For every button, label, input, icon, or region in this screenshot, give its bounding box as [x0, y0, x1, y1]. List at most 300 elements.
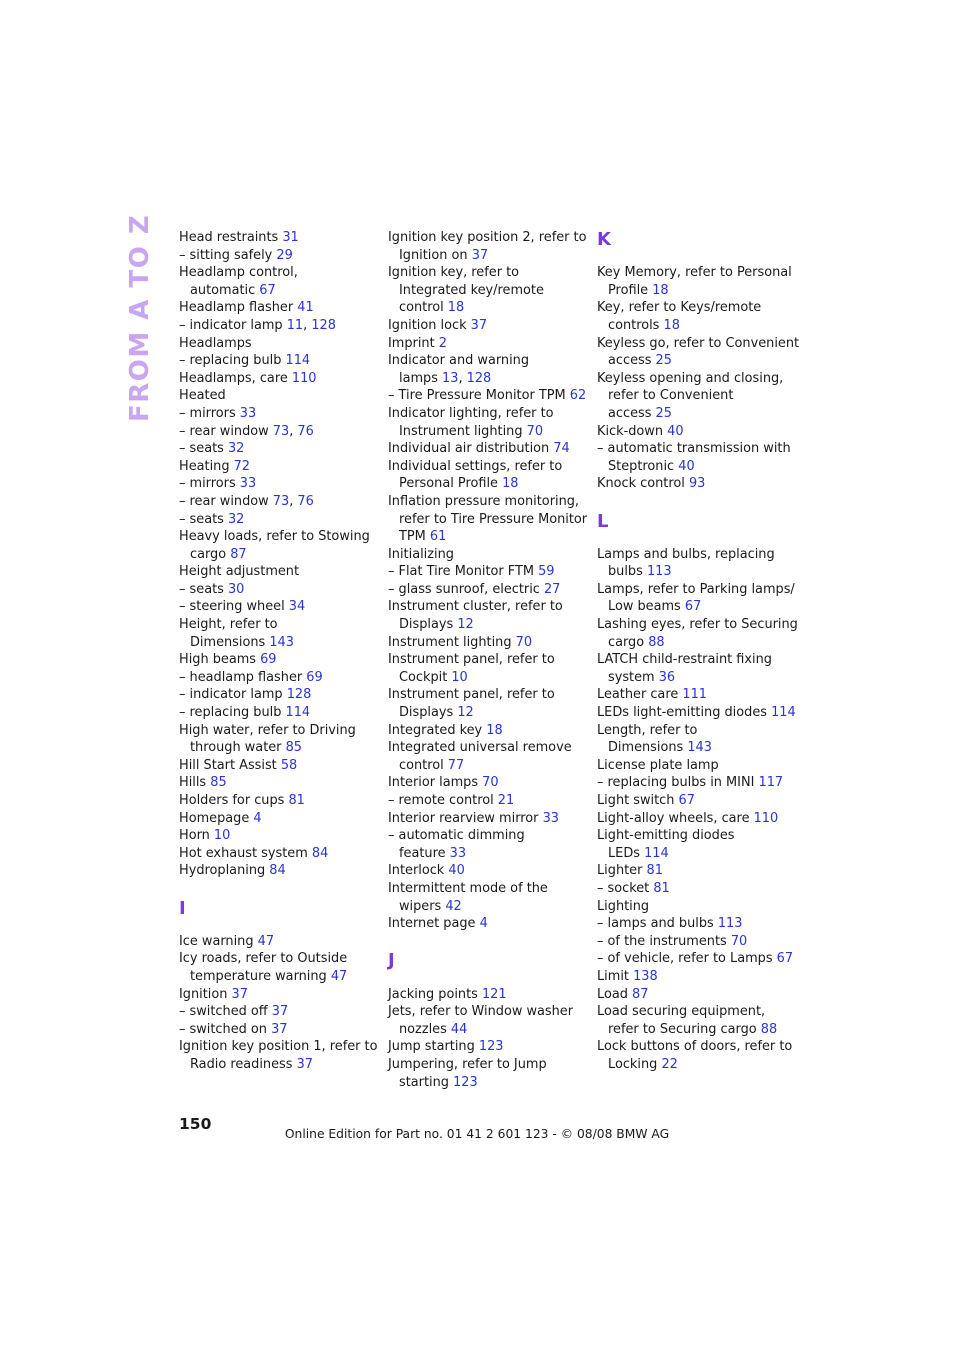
index-entry	[388, 247, 584, 265]
index-entry	[179, 634, 375, 652]
index-entry	[179, 475, 375, 493]
index-entry	[388, 880, 584, 898]
index-entry	[597, 370, 793, 388]
index-entry	[179, 862, 375, 880]
page-reference-link[interactable]: 114	[771, 705, 796, 721]
page-reference-link[interactable]: 88	[760, 1021, 778, 1037]
page-reference-link[interactable]: 67	[259, 282, 276, 298]
index-entry	[388, 669, 584, 687]
page-reference-link[interactable]: 70	[730, 933, 748, 949]
page-reference-link[interactable]: 143	[687, 740, 712, 756]
index-entry-text: Light switch	[597, 793, 679, 808]
page-reference-link[interactable]: 29	[276, 247, 293, 263]
index-entry-text: Lighter	[597, 863, 647, 879]
page-reference-link[interactable]: 33	[239, 476, 257, 492]
index-entry	[388, 774, 584, 792]
index-entry-text: Hills	[179, 775, 211, 791]
index-entry	[597, 264, 793, 282]
index-entry	[179, 405, 375, 423]
index-entry	[179, 968, 375, 986]
page-reference-link[interactable]: 30	[227, 581, 245, 597]
index-entry	[179, 1003, 375, 1021]
index-entry	[597, 299, 793, 317]
index-entry	[388, 704, 584, 722]
index-entry-text: – lamps and bulbs	[597, 916, 718, 932]
page-reference-link[interactable]: 113	[717, 916, 743, 932]
index-entry-text: High water, refer to Driving	[179, 722, 356, 738]
index-entry-text: feature	[399, 845, 450, 861]
index-entry-text: Lamps and bulbs, replacing	[597, 546, 775, 562]
page-reference-link[interactable]: 74	[553, 441, 570, 457]
index-entry-text: – socket	[597, 880, 654, 896]
index-entry-text: Cockpit	[399, 669, 452, 685]
page-reference-link[interactable]: 40	[678, 458, 695, 474]
index-entry	[597, 827, 793, 845]
page-reference-link[interactable]: 41	[297, 300, 314, 316]
page-reference-link[interactable]: 138	[633, 968, 658, 984]
index-entry	[597, 862, 793, 880]
index-entry	[179, 810, 375, 828]
index-entry	[388, 1021, 584, 1039]
index-entry-text: Heating	[179, 458, 234, 474]
index-entry	[597, 317, 793, 335]
page-reference-link[interactable]: 27	[543, 581, 561, 597]
index-entry-text: – mirrors	[179, 405, 240, 421]
page-reference-link[interactable]: 114	[644, 845, 669, 861]
index-entry	[597, 616, 798, 634]
index-entry-text: Light-emitting diodes	[597, 828, 735, 844]
index-entry	[388, 739, 584, 757]
index-entry	[597, 950, 793, 968]
index-entry	[179, 757, 375, 775]
index-entry-text: Lashing eyes, refer to Securing	[597, 617, 798, 633]
index-entry-text: starting	[399, 1074, 454, 1090]
index-entry-text: Hot exhaust system	[179, 845, 312, 861]
index-entry	[388, 1003, 584, 1021]
index-entry	[388, 1056, 584, 1074]
index-entry-text: Internet page	[388, 916, 480, 932]
index-entry-text: Initializing	[388, 546, 454, 562]
page-reference-link[interactable]: 84	[269, 863, 286, 879]
index-entry-text: cargo	[190, 546, 231, 562]
index-entry-text: Load securing equipment,	[597, 1004, 766, 1020]
page-reference-link[interactable]: 113	[646, 564, 672, 580]
index-entry-text: Leather care	[597, 687, 683, 703]
page-reference-link[interactable]: 13	[442, 370, 459, 386]
index-entry-text: Jump starting	[388, 1039, 479, 1055]
index-entry-text: Load	[597, 986, 633, 1002]
index-entry	[179, 598, 375, 616]
index-entry-text: Integrated key	[388, 722, 487, 738]
index-entry-text: Headlamp flasher	[179, 300, 298, 316]
index-entry-text: Inflation pressure monitoring,	[388, 493, 580, 509]
page-reference-link[interactable]: 67	[678, 793, 695, 808]
index-entry-text: refer to Securing cargo	[608, 1021, 761, 1037]
index-entry-text: Displays	[399, 705, 458, 721]
section-gap	[597, 493, 793, 511]
index-entry-text: – replacing bulb	[179, 353, 286, 369]
index-entry	[179, 845, 375, 863]
page-reference-link[interactable]: 37	[271, 1021, 288, 1037]
index-entry	[388, 475, 584, 493]
index-entry	[597, 880, 793, 898]
index-entry	[388, 686, 584, 704]
page-reference-link[interactable]: 81	[646, 863, 663, 879]
index-entry	[179, 387, 375, 405]
page-reference-link[interactable]: 76	[297, 493, 314, 509]
page-reference-link[interactable]: 59	[538, 564, 555, 580]
page-reference-link[interactable]: 58	[280, 757, 298, 773]
page-reference-link[interactable]: 4	[479, 916, 488, 932]
index-entry-text: Instrument cluster, refer to	[388, 599, 563, 615]
index-entry	[388, 598, 584, 616]
index-entry-text: Key Memory, refer to Personal	[597, 265, 792, 281]
index-entry-text: wipers	[399, 898, 446, 914]
index-entry	[597, 546, 793, 564]
index-entry	[388, 511, 588, 529]
index-entry-text: – Tire Pressure Monitor TPM	[388, 388, 570, 404]
side-title-text: FROM A TO Z	[125, 213, 155, 422]
page-reference-link[interactable]: 117	[758, 775, 784, 791]
page-reference-link[interactable]: 40	[667, 423, 684, 439]
page-reference-link[interactable]: 128	[311, 317, 336, 333]
index-entry	[388, 563, 584, 581]
page-reference-link[interactable]: 11	[286, 317, 304, 333]
page-reference-link[interactable]: 22	[661, 1056, 678, 1072]
index-entry	[179, 1056, 375, 1074]
index-entry	[179, 950, 375, 968]
page-reference-link[interactable]: 73	[272, 493, 290, 509]
index-entry-text: Headlamp control,	[179, 265, 298, 281]
index-letter-heading: I	[179, 897, 186, 919]
section-gap	[388, 933, 584, 951]
index-letter-heading: J	[388, 950, 395, 972]
page-reference-link[interactable]: 12	[457, 705, 474, 721]
section-gap	[179, 880, 375, 898]
index-entry	[388, 528, 584, 546]
page-reference-link[interactable]: 110	[291, 370, 317, 386]
page-reference-link[interactable]: 93	[688, 476, 706, 492]
index-entry	[179, 581, 375, 599]
index-entry	[388, 387, 587, 405]
index-entry-text: – headlamp flasher	[179, 669, 307, 685]
index-entry	[388, 915, 584, 933]
page-reference-link[interactable]: 85	[285, 740, 302, 756]
index-entry-text: – remote control	[388, 793, 498, 808]
index-entry	[597, 387, 793, 405]
index-entry	[388, 616, 584, 634]
index-entry-text: Interior rearview mirror	[388, 810, 543, 826]
index-entry-text: Key, refer to Keys/remote	[597, 300, 762, 316]
page-reference-link[interactable]: 72	[233, 458, 251, 474]
index-entry-text: control	[399, 757, 448, 773]
index-entry-text: Height adjustment	[179, 564, 300, 580]
index-entry	[388, 229, 587, 247]
index-entry-text: Locking	[608, 1056, 662, 1072]
page-reference-link[interactable]: 25	[655, 353, 672, 369]
index-entry-text: LEDs light-emitting diodes	[597, 705, 772, 721]
index-entry	[388, 810, 584, 828]
index-entry-text: – mirrors	[179, 476, 240, 492]
index-entry-text: Length, refer to	[597, 722, 698, 738]
index-column-3	[597, 229, 800, 1074]
index-entry	[179, 669, 375, 687]
index-entry	[388, 634, 584, 652]
index-entry	[179, 282, 375, 300]
index-entry-text: – switched on	[179, 1021, 272, 1037]
index-entry	[597, 405, 793, 423]
index-entry-text: Instrument lighting	[388, 634, 516, 650]
index-entry-text: Head restraints	[179, 230, 283, 245]
index-entry	[597, 968, 793, 986]
index-entry	[597, 686, 793, 704]
page-reference-link[interactable]: 110	[753, 810, 779, 826]
page-reference-link[interactable]: 37	[231, 986, 248, 1002]
page-reference-link[interactable]: 10	[451, 669, 468, 685]
index-entry	[388, 722, 584, 740]
index-entry	[179, 651, 375, 669]
index-entry	[179, 704, 375, 722]
index-entry	[179, 458, 375, 476]
page-reference-link[interactable]: 34	[288, 599, 306, 615]
page-reference-link[interactable]: 69	[260, 652, 277, 668]
page-reference-link[interactable]: 37	[271, 1004, 289, 1020]
index-entry	[388, 423, 584, 441]
page-reference-link[interactable]: 81	[288, 793, 305, 808]
index-entry	[388, 792, 584, 810]
index-entry	[179, 352, 375, 370]
section-side-title	[115, 213, 155, 422]
page-reference-link[interactable]: 114	[285, 705, 311, 721]
index-entry	[388, 862, 584, 880]
page-reference-link[interactable]: 67	[684, 599, 702, 615]
page-reference-link[interactable]: 123	[478, 1039, 504, 1055]
index-entry-text: Hill Start Assist	[179, 757, 281, 773]
index-entry-text: – automatic dimming	[388, 828, 525, 844]
page-reference-link[interactable]: 18	[486, 722, 503, 738]
index-entry-text: Knock control	[597, 476, 689, 492]
index-entry	[388, 317, 584, 335]
index-entry	[388, 827, 584, 845]
index-entry-text: Indicator lighting, refer to	[388, 405, 554, 421]
index-entry-text: Interior lamps	[388, 775, 483, 791]
index-entry-text: access	[608, 405, 656, 421]
index-entry	[597, 986, 793, 1004]
page-reference-link[interactable]: 47	[257, 933, 275, 949]
index-entry	[388, 352, 584, 370]
index-entry	[388, 845, 584, 863]
index-entry-text: Interlock	[388, 863, 449, 879]
index-entry-text: Heavy loads, refer to Stowing	[179, 529, 370, 545]
index-entry	[179, 774, 375, 792]
footer-edition-note: Online Edition for Part no. 01 41 2 601 123 - © 08/08 BMW AG	[284, 1127, 670, 1141]
index-entry	[597, 810, 793, 828]
index-entry-text: – automatic transmission with	[597, 441, 791, 457]
index-entry	[597, 669, 793, 687]
index-entry-text: bulbs	[608, 564, 647, 580]
page-reference-link[interactable]: 37	[470, 317, 488, 333]
page-reference-link[interactable]: 61	[429, 529, 447, 545]
index-entry-text: Lamps, refer to Parking lamps/	[597, 581, 795, 597]
index-entry	[179, 493, 375, 511]
index-entry	[388, 405, 584, 423]
page-reference-link[interactable]: 33	[449, 845, 467, 861]
index-entry-text: Instrument panel, refer to	[388, 652, 555, 668]
index-entry-text: Steptronic	[608, 458, 679, 474]
index-entry-text: Imprint	[388, 335, 439, 351]
page-reference-link[interactable]: 12	[457, 617, 474, 633]
index-entry-text: – rear window	[179, 423, 273, 439]
index-entry-text: Jumpering, refer to Jump	[388, 1056, 547, 1072]
index-entry	[388, 757, 584, 775]
page-reference-link[interactable]: 121	[481, 986, 507, 1002]
page-reference-link[interactable]: 32	[227, 441, 245, 457]
page-reference-link[interactable]: 25	[655, 405, 672, 421]
index-entry-text: through water	[190, 740, 286, 756]
index-entry	[179, 792, 375, 810]
page-reference-link[interactable]: 128	[466, 370, 492, 386]
index-entry	[597, 598, 793, 616]
index-entry	[179, 827, 375, 845]
index-entry-text: Light-alloy wheels, care	[597, 810, 754, 826]
index-entry-text: – replacing bulbs in MINI	[597, 775, 759, 791]
index-entry-text: temperature warning	[190, 968, 331, 984]
index-entry-text: Displays	[399, 617, 458, 633]
page-reference-link[interactable]: 87	[632, 986, 649, 1002]
index-entry	[179, 229, 375, 247]
index-entry	[388, 493, 584, 511]
index-entry-text: Headlamps	[179, 335, 252, 351]
index-entry	[388, 440, 584, 458]
page-reference-link[interactable]: 70	[526, 423, 544, 439]
index-entry	[597, 898, 793, 916]
index-entry-text: refer to Tire Pressure Monitor	[399, 511, 588, 527]
page-reference-link[interactable]: 10	[213, 828, 231, 844]
index-entry-text: Radio readiness	[190, 1056, 297, 1072]
page-reference-link[interactable]: 4	[253, 810, 262, 826]
page-separator: ,	[458, 370, 467, 386]
page-reference-link[interactable]: 81	[653, 880, 670, 896]
index-letter-heading: K	[597, 229, 611, 250]
index-entry-text: Kick-down	[597, 423, 668, 439]
page-reference-link[interactable]: 33	[542, 810, 559, 826]
page-reference-link[interactable]: 77	[447, 757, 465, 773]
page-reference-link[interactable]: 70	[515, 634, 533, 650]
page-reference-link[interactable]: 37	[296, 1056, 313, 1072]
index-entry	[388, 335, 584, 353]
index-entry-text: refer to Convenient	[608, 388, 734, 404]
index-entry-text: Lighting	[597, 898, 650, 914]
index-entry	[179, 1021, 375, 1039]
index-entry	[179, 299, 375, 317]
index-entry-text: Homepage	[179, 810, 254, 826]
page-reference-link[interactable]: 76	[297, 423, 314, 439]
index-entry-text: – indicator lamp	[179, 317, 287, 333]
index-entry	[388, 1038, 584, 1056]
index-entry-text: Individual settings, refer to	[388, 458, 563, 474]
index-entry-text: Horn	[179, 828, 214, 844]
page-reference-link[interactable]: 114	[285, 353, 311, 369]
index-entry-text: Dimensions	[190, 634, 270, 650]
page-reference-link[interactable]: 143	[269, 634, 294, 650]
index-entry-text: – seats	[179, 511, 228, 527]
page-reference-link[interactable]: 67	[776, 951, 794, 967]
page-reference-link[interactable]: 44	[450, 1021, 468, 1037]
index-entry	[179, 563, 375, 581]
index-entry	[597, 581, 793, 599]
page-reference-link[interactable]: 2	[438, 335, 447, 351]
page-reference-link[interactable]: 32	[227, 511, 245, 527]
page-reference-link[interactable]: 18	[652, 282, 669, 298]
index-entry	[179, 722, 375, 740]
page-reference-link[interactable]: 88	[648, 634, 665, 650]
index-entry-text: Lock buttons of doors, refer to	[597, 1039, 793, 1055]
index-entry	[179, 335, 375, 353]
index-entry	[179, 616, 375, 634]
index-entry	[597, 475, 793, 493]
page-reference-link[interactable]: 84	[311, 845, 329, 861]
index-entry-text: Holders for cups	[179, 793, 289, 808]
index-entry-text: LATCH child-restraint fixing	[597, 652, 772, 668]
page-reference-link[interactable]: 123	[453, 1074, 478, 1090]
index-entry-text: TPM	[399, 529, 430, 545]
page-reference-link[interactable]: 111	[682, 687, 707, 703]
page-reference-link[interactable]: 70	[482, 775, 499, 791]
index-entry	[597, 739, 793, 757]
index-entry-text: Keyless go, refer to Convenient	[597, 335, 800, 351]
page-reference-link[interactable]: 87	[230, 546, 247, 562]
index-entry	[597, 458, 793, 476]
page-reference-link[interactable]: 62	[569, 388, 587, 404]
page-reference-link[interactable]: 42	[445, 898, 462, 914]
page-reference-link[interactable]: 47	[330, 968, 348, 984]
index-entry	[179, 933, 375, 951]
index-entry	[388, 282, 584, 300]
index-entry-text: nozzles	[399, 1021, 451, 1037]
index-entry-text: Jacking points	[388, 986, 482, 1002]
page-reference-link[interactable]: 36	[658, 669, 676, 685]
index-entry-text: – sitting safely	[179, 247, 277, 263]
index-entry-text: High beams	[179, 652, 261, 668]
index-entry-text: Headlamps, care	[179, 370, 292, 386]
page-reference-link[interactable]: 21	[497, 793, 515, 808]
index-entry	[388, 264, 584, 282]
page-reference-link[interactable]: 128	[286, 687, 312, 703]
page-reference-link[interactable]: 85	[210, 775, 227, 791]
page-reference-link[interactable]: 37	[471, 247, 489, 263]
index-entry	[597, 1056, 793, 1074]
index-entry	[388, 299, 584, 317]
page-reference-link[interactable]: 73	[272, 423, 290, 439]
page-reference-link[interactable]: 69	[306, 669, 323, 685]
page-reference-link[interactable]: 40	[448, 863, 465, 879]
page-reference-link[interactable]: 18	[447, 300, 465, 316]
page-reference-link[interactable]: 33	[239, 405, 257, 421]
index-entry-text: Ignition key position 1, refer to	[179, 1039, 378, 1055]
page-reference-link[interactable]: 31	[282, 230, 299, 245]
index-entry-text: Ignition key, refer to	[388, 265, 520, 281]
index-entry-text: – replacing bulb	[179, 705, 286, 721]
index-entry-text: – seats	[179, 441, 228, 457]
index-entry-text: cargo	[608, 634, 649, 650]
index-entry	[388, 651, 584, 669]
index-entry	[597, 1003, 793, 1021]
index-entry-text: Dimensions	[608, 740, 688, 756]
page-reference-link[interactable]: 18	[663, 317, 680, 333]
index-entry-text: License plate lamp	[597, 757, 719, 773]
page-reference-link[interactable]: 18	[502, 476, 519, 492]
index-entry	[388, 546, 584, 564]
